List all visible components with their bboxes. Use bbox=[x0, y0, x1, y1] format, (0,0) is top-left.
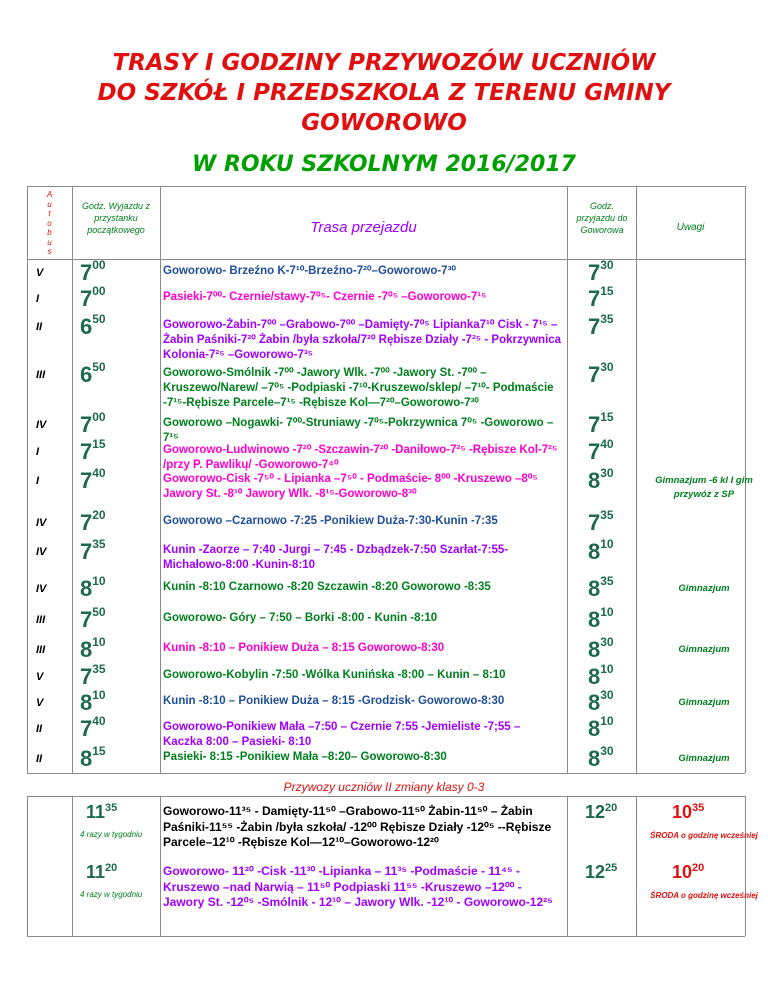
row-note: Gimnazjum bbox=[678, 753, 730, 764]
arrival-hour: 8 bbox=[588, 468, 601, 493]
bus-number: IV bbox=[36, 546, 47, 558]
route-text: Goworowo- 11²⁰ -Cisk -11³⁰ -Lipianka – 11³⁵ -Podmaście - 11⁴⁵ -Kruszewo –nad Narwią – 11⁵⁰ Podpiaski 11⁵⁵ -Kruszewo –12⁰⁰ -Jawory St. -12⁰⁵ -Smólnik - 12¹⁰ – Jawory Wlk. -12¹⁰ - Goworowo-12²⁵ bbox=[163, 864, 553, 909]
arrival-minute: 15 bbox=[600, 284, 614, 298]
route-text: Goworowo- Góry – 7:50 – Borki -8:00 - Kunin -8:10 bbox=[163, 612, 438, 624]
departure-minute: 10 bbox=[92, 574, 106, 588]
second-shift-title: Przywozy uczniów II zmiany klasy 0-3 bbox=[283, 780, 485, 794]
arrival-time bbox=[585, 862, 617, 883]
route-text: Goworowo-11³⁵ - Damięty-11⁵⁰ –Grabowo-11⁵⁰ Żabin-11⁵⁰ – Żabin Paśniki-11⁵⁵ -Żabin /była szkoła/ -12⁰⁰ Rębisze Działy -12⁰⁵ --Rębisze Parcele–12¹⁰ -Rębisze Kol—12¹⁰–Goworowo-12²⁰ bbox=[163, 804, 552, 849]
departure-minute: 15 bbox=[92, 744, 106, 758]
arrival-minute: 30 bbox=[600, 744, 614, 758]
note-hour: 10 bbox=[672, 862, 693, 882]
departure-minute: 20 bbox=[92, 508, 106, 522]
second-shift-bottom-border bbox=[27, 936, 745, 937]
arrival-hour: 7 bbox=[588, 286, 601, 311]
arrival-hour: 8 bbox=[588, 690, 601, 715]
arrival-minute: 20 bbox=[605, 802, 618, 814]
note-hour: 10 bbox=[672, 802, 693, 822]
departure-hour: 8 bbox=[80, 746, 93, 771]
departure-minute: 00 bbox=[92, 258, 106, 272]
arrival-minute: 15 bbox=[600, 410, 614, 424]
departure-time bbox=[86, 862, 117, 883]
departure-time bbox=[80, 637, 106, 663]
arrival-time bbox=[588, 746, 614, 772]
header-route: Trasa przejazdu bbox=[310, 219, 417, 236]
departure-time bbox=[80, 468, 106, 494]
arrival-hour: 7 bbox=[588, 260, 601, 285]
departure-minute: 15 bbox=[92, 437, 106, 451]
arrival-time bbox=[588, 637, 614, 663]
bus-number: II bbox=[36, 321, 43, 333]
route-text: Kunin -Zaorze – 7:40 -Jurgi – 7:45 - Dzbądzek-7:50 Szarłat-7:55- Michałowo-8:00 -Kunin-8:10 bbox=[163, 544, 509, 571]
departure-hour: 7 bbox=[80, 607, 93, 632]
second-shift-col-3 bbox=[567, 796, 568, 936]
title-line-1: TRASY I GODZINY PRZYWOZÓW UCZNIÓW bbox=[112, 50, 656, 76]
second-shift-col-2 bbox=[160, 796, 161, 936]
arrival-hour: 7 bbox=[588, 439, 601, 464]
arrival-minute: 30 bbox=[600, 258, 614, 272]
departure-time bbox=[80, 576, 106, 602]
arrival-minute: 30 bbox=[600, 360, 614, 374]
frequency-label: 4 razy w tygodniu bbox=[80, 830, 143, 839]
arrival-time bbox=[588, 439, 614, 465]
row-note: Gimnazjum bbox=[678, 697, 730, 708]
arrival-hour: 12 bbox=[585, 802, 606, 822]
bus-number: V bbox=[36, 697, 44, 709]
note-minute: 35 bbox=[692, 802, 705, 814]
note-time bbox=[672, 862, 704, 883]
departure-time bbox=[80, 286, 106, 312]
table-left-border bbox=[27, 186, 28, 773]
arrival-hour: 8 bbox=[588, 664, 601, 689]
second-shift-col-4 bbox=[636, 796, 637, 936]
bus-number: IV bbox=[36, 517, 47, 529]
bus-number: III bbox=[36, 644, 46, 656]
route-text: Kunin -8:10 Czarnowo -8:20 Szczawin -8:20 Goworowo -8:35 bbox=[163, 581, 491, 593]
bus-number: I bbox=[36, 293, 40, 305]
departure-minute: 50 bbox=[92, 605, 106, 619]
col-divider-3 bbox=[567, 186, 568, 773]
title-line-2: DO SZKÓŁ I PRZEDSZKOLA Z TERENU GMINY bbox=[97, 80, 671, 106]
second-shift-top-border bbox=[27, 796, 745, 797]
arrival-time bbox=[588, 716, 614, 742]
arrival-minute: 10 bbox=[600, 537, 614, 551]
bus-number: III bbox=[36, 614, 46, 626]
arrival-time bbox=[588, 690, 614, 716]
departure-time bbox=[80, 439, 106, 465]
departure-hour: 11 bbox=[86, 862, 106, 882]
route-text: Goworowo-Smólnik -7⁰⁰ -Jawory Wlk. -7⁰⁰ -Jawory St. -7⁰⁰ – Kruszewo/Narew/ –7⁰⁵ -Podpiaski -7¹⁰-Kruszewo/sklep/ –7¹⁰- Podmaście -7¹⁵-Rębisze Parcele–7¹⁵ -Rębisze Kol—7²⁰–Goworowo-7³⁰ bbox=[163, 367, 554, 409]
route-text: Kunin -8:10 – Ponikiew Duża – 8:15 Goworowo-8:30 bbox=[163, 642, 445, 654]
departure-hour: 7 bbox=[80, 412, 93, 437]
departure-minute: 00 bbox=[92, 410, 106, 424]
arrival-hour: 8 bbox=[588, 716, 601, 741]
arrival-time bbox=[588, 314, 614, 340]
arrival-time bbox=[588, 286, 614, 312]
departure-hour: 7 bbox=[80, 286, 93, 311]
second-shift-right-border bbox=[745, 796, 746, 936]
route-text: Goworowo- Brzeźno K-7¹⁰-Brzeźno-7²⁰–Goworowo-7³⁰ bbox=[163, 265, 457, 277]
note-minute: 20 bbox=[692, 862, 705, 874]
departure-time bbox=[80, 539, 106, 565]
arrival-hour: 7 bbox=[588, 314, 601, 339]
arrival-time bbox=[588, 510, 614, 536]
arrival-minute: 35 bbox=[600, 312, 614, 326]
arrival-hour: 8 bbox=[588, 637, 601, 662]
arrival-minute: 35 bbox=[600, 508, 614, 522]
bus-number: IV bbox=[36, 419, 47, 431]
route-text: Goworowo-Cisk -7⁵⁰ - Lipianka –7⁵⁰ - Podmaście- 8⁰⁰ -Kruszewo –8⁰⁵ Jawory St. -8¹⁰ Jawory Wlk. -8¹⁵-Goworowo-8³⁰ bbox=[163, 473, 538, 500]
departure-minute: 35 bbox=[92, 537, 106, 551]
row-note: ŚRODA o godzinę wcześniej bbox=[650, 831, 758, 840]
arrival-minute: 10 bbox=[600, 605, 614, 619]
departure-minute: 35 bbox=[105, 802, 118, 814]
arrival-minute: 10 bbox=[600, 714, 614, 728]
departure-minute: 10 bbox=[92, 635, 106, 649]
arrival-time bbox=[588, 607, 614, 633]
col-divider-4 bbox=[636, 186, 637, 773]
arrival-minute: 35 bbox=[600, 574, 614, 588]
bus-number: I bbox=[36, 446, 40, 458]
bus-number: I bbox=[36, 475, 40, 487]
header-departure: Godz. Wyjazdu z przystanku początkowego bbox=[81, 201, 151, 235]
route-text: Pasieki-7⁰⁰- Czernie/stawy-7⁰⁵- Czernie -7⁰⁵ –Goworowo-7¹⁵ bbox=[163, 291, 487, 303]
departure-hour: 6 bbox=[80, 314, 93, 339]
header-bottom-border bbox=[27, 259, 745, 260]
bus-number: II bbox=[36, 723, 43, 735]
departure-hour: 7 bbox=[80, 539, 93, 564]
arrival-time bbox=[588, 362, 614, 388]
departure-hour: 8 bbox=[80, 576, 93, 601]
arrival-minute: 30 bbox=[600, 688, 614, 702]
arrival-minute: 25 bbox=[605, 862, 618, 874]
header-autobus: A u t o b u s bbox=[46, 190, 53, 256]
arrival-hour: 12 bbox=[585, 862, 606, 882]
departure-time bbox=[80, 690, 106, 716]
departure-hour: 11 bbox=[86, 802, 106, 822]
departure-minute: 20 bbox=[105, 862, 118, 874]
departure-time bbox=[80, 412, 106, 438]
departure-time bbox=[80, 746, 106, 772]
title-line-3: GOWOROWO bbox=[301, 110, 467, 136]
row-note: ŚRODA o godzinę wcześniej bbox=[650, 891, 758, 900]
departure-hour: 7 bbox=[80, 510, 93, 535]
row-note: Gimnazjum bbox=[678, 583, 730, 594]
second-shift-left-border bbox=[27, 796, 28, 936]
bus-number: V bbox=[36, 671, 44, 683]
table-bottom-border bbox=[27, 773, 745, 774]
departure-hour: 7 bbox=[80, 716, 93, 741]
col-divider-1 bbox=[72, 186, 73, 773]
route-text: Goworowo-Ludwinowo -7²⁰ -Szczawin-7²⁰ -Daniłowo-7²⁵ -Rębisze Kol-7²⁵ /przy P. Pawlikų/ -Goworowo-7⁴⁰ bbox=[163, 444, 558, 471]
departure-time bbox=[80, 716, 106, 742]
table-top-border bbox=[27, 186, 745, 187]
departure-time bbox=[86, 802, 117, 823]
arrival-hour: 7 bbox=[588, 362, 601, 387]
departure-minute: 50 bbox=[92, 312, 106, 326]
bus-number: V bbox=[36, 267, 44, 279]
departure-hour: 8 bbox=[80, 690, 93, 715]
route-text: Goworowo-Żabin-7⁰⁰ –Grabowo-7⁰⁰ –Damięty-7⁰⁵ Lipianka7¹⁰ Cisk - 7¹⁵ – Żabin Paśniki-7²⁰ Żabin /była szkoła/7²⁰ Rębisze Działy -7²⁵ - Pokrzywnica Kolonia-7²⁵ –Goworowo-7³⁵ bbox=[163, 319, 562, 361]
arrival-hour: 7 bbox=[588, 510, 601, 535]
arrival-minute: 40 bbox=[600, 437, 614, 451]
arrival-time bbox=[588, 412, 614, 438]
departure-time bbox=[80, 510, 106, 536]
route-text: Goworowo-Ponikiew Mała –7:50 – Czernie 7:55 -Jemieliste -7;55 – Kaczka 8:00 – Pasieki- 8:10 bbox=[163, 721, 521, 748]
arrival-time bbox=[588, 260, 614, 286]
departure-hour: 7 bbox=[80, 468, 93, 493]
header-arrival: Godz. przyjazdu do Goworowa bbox=[576, 201, 628, 235]
departure-time bbox=[80, 260, 106, 286]
arrival-minute: 30 bbox=[600, 466, 614, 480]
arrival-hour: 8 bbox=[588, 607, 601, 632]
departure-minute: 40 bbox=[92, 714, 106, 728]
departure-minute: 10 bbox=[92, 688, 106, 702]
arrival-time bbox=[588, 664, 614, 690]
arrival-minute: 10 bbox=[600, 662, 614, 676]
route-text: Goworowo –Nogawki- 7⁰⁰-Struniawy -7⁰⁵-Pokrzywnica 7⁰⁵ -Goworowo –7¹⁵ bbox=[163, 417, 554, 444]
row-note: Gimnazjum bbox=[678, 644, 730, 655]
frequency-label: 4 razy w tygodniu bbox=[80, 890, 143, 899]
route-text: Goworowo –Czarnowo -7:25 -Ponikiew Duża-7:30-Kunin -7:35 bbox=[163, 515, 498, 527]
departure-hour: 7 bbox=[80, 664, 93, 689]
arrival-hour: 8 bbox=[588, 746, 601, 771]
second-shift-col-1 bbox=[72, 796, 73, 936]
header-notes: Uwagi bbox=[676, 222, 705, 233]
arrival-hour: 8 bbox=[588, 539, 601, 564]
departure-hour: 8 bbox=[80, 637, 93, 662]
bus-number: IV bbox=[36, 583, 47, 595]
arrival-hour: 7 bbox=[588, 412, 601, 437]
bus-number: III bbox=[36, 369, 46, 381]
arrival-hour: 8 bbox=[588, 576, 601, 601]
departure-minute: 35 bbox=[92, 662, 106, 676]
arrival-minute: 30 bbox=[600, 635, 614, 649]
bus-number: II bbox=[36, 753, 43, 765]
arrival-time bbox=[588, 468, 614, 494]
departure-time bbox=[80, 607, 106, 633]
departure-minute: 50 bbox=[92, 360, 106, 374]
departure-minute: 00 bbox=[92, 284, 106, 298]
arrival-time bbox=[588, 539, 614, 565]
departure-hour: 7 bbox=[80, 439, 93, 464]
departure-minute: 40 bbox=[92, 466, 106, 480]
route-text: Pasieki- 8:15 -Ponikiew Mała –8:20– Goworowo-8:30 bbox=[163, 751, 447, 763]
note-time bbox=[672, 802, 704, 823]
route-text: Goworowo-Kobylin -7:50 -Wólka Kunińska -8:00 – Kunin – 8:10 bbox=[163, 669, 506, 681]
arrival-time bbox=[588, 576, 614, 602]
departure-time bbox=[80, 314, 106, 340]
departure-time bbox=[80, 664, 106, 690]
col-divider-2 bbox=[160, 186, 161, 773]
departure-hour: 7 bbox=[80, 260, 93, 285]
departure-hour: 6 bbox=[80, 362, 93, 387]
title-line-4: W ROKU SZKOLNYM 2016/2017 bbox=[192, 152, 576, 177]
row-note: Gimnazjum -6 kl I gim przywóz z SP bbox=[655, 475, 753, 500]
departure-time bbox=[80, 362, 106, 388]
arrival-time bbox=[585, 802, 617, 823]
route-text: Kunin -8:10 – Ponikiew Duża – 8:15 -Grodzisk- Goworowo-8:30 bbox=[163, 695, 505, 707]
